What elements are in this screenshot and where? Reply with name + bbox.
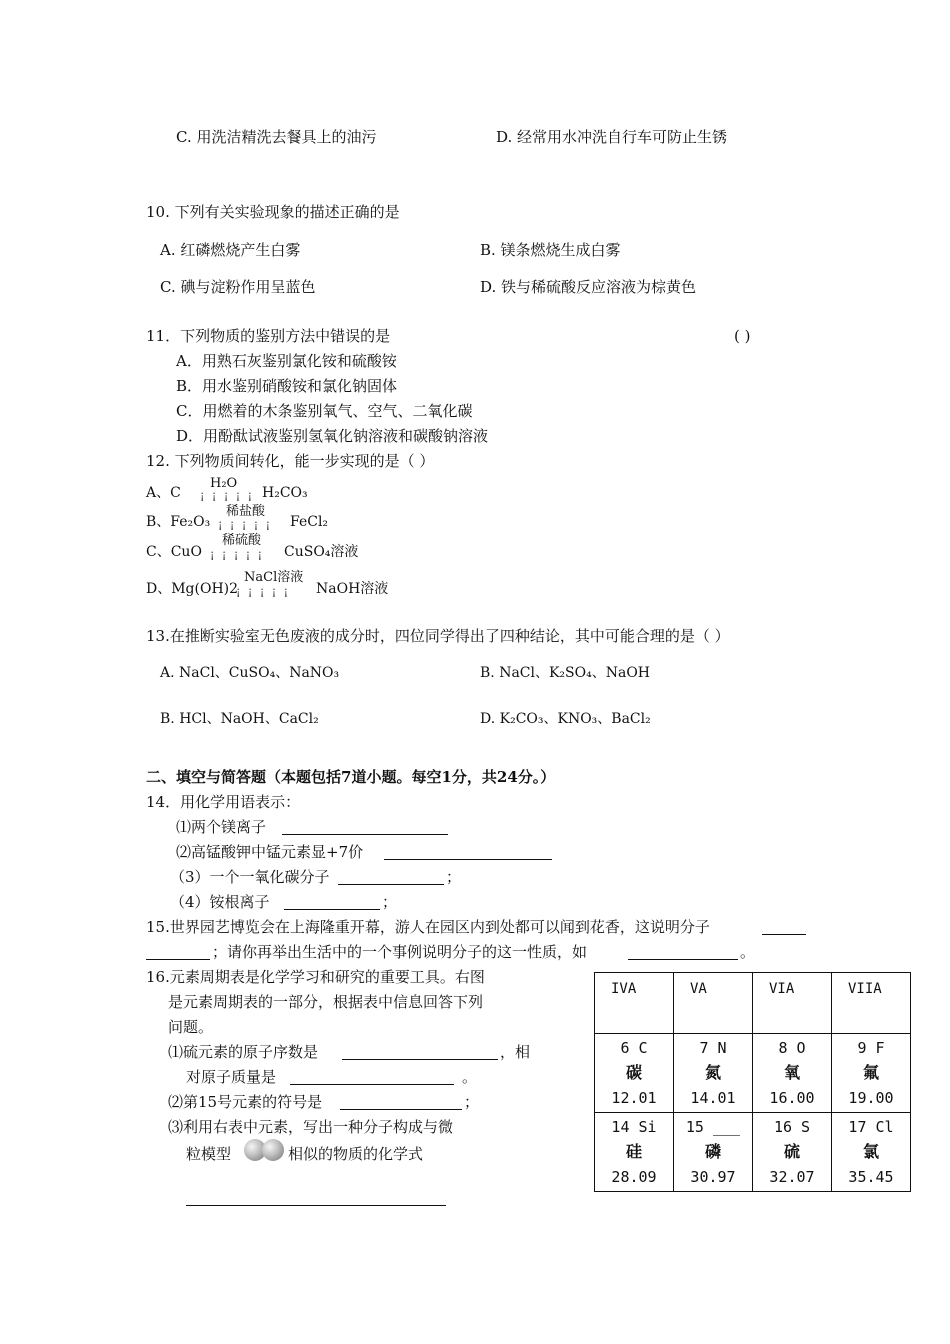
element-name: 碳	[625, 1063, 642, 1082]
q16-line-1: 16.元素周期表是化学学习和研究的重要工具。右图	[146, 968, 485, 986]
element-cell-silicon	[595, 1113, 674, 1192]
q12-option-c-prefix: C、CuO	[146, 544, 202, 560]
q16-line-2: 是元素周期表的一部分，根据表中信息回答下列	[168, 993, 484, 1011]
q10-option-b: B. 镁条燃烧生成白雾	[480, 241, 621, 259]
element-number-symbol: 14 Si	[611, 1118, 657, 1136]
q11-stem: 11．下列物质的鉴别方法中错误的是	[146, 327, 391, 345]
q16-part-3b-pre: 粒模型	[186, 1145, 232, 1163]
element-number-symbol: 7 N	[699, 1039, 727, 1057]
q14-blank-4[interactable]	[284, 909, 380, 910]
q13-option-c: B. HCl、NaOH、CaCl₂	[160, 711, 319, 727]
element-cell-oxygen	[753, 1034, 832, 1113]
q16-part-1b: 对原子质量是	[186, 1068, 277, 1086]
group-header-iva: IVA	[595, 973, 674, 1034]
q13-stem: 13.在推断实验室无色废液的成分时，四位同学得出了四种结论，其中可能合理的是（ ）	[146, 627, 730, 645]
group-header-via: VIA	[753, 973, 832, 1034]
element-mass: 32.07	[769, 1168, 815, 1186]
q15-blank-1a[interactable]	[762, 934, 806, 935]
q11-option-d: D．用酚酞试液鉴别氢氧化钠溶液和碳酸钠溶液	[176, 427, 489, 445]
q9-option-d: D. 经常用水冲洗自行车可防止生锈	[496, 128, 728, 146]
section-2-title: 二、填空与简答题（本题包括7道小题。每空1分，共24分。）	[146, 768, 556, 786]
q12-option-a-prefix: A、C	[146, 485, 181, 501]
q14-part-3-end: ；	[446, 868, 462, 886]
element-mass: 16.00	[769, 1089, 815, 1107]
q16-blank-1a[interactable]	[342, 1059, 498, 1060]
periodic-table	[594, 972, 911, 1192]
element-name: 硫	[783, 1142, 800, 1161]
element-mass: 28.09	[611, 1168, 657, 1186]
q12-option-d-product: NaOH溶液	[316, 581, 389, 597]
q12-option-a-reagent: H₂O	[210, 476, 238, 491]
q9-option-c: C. 用洗洁精洗去餐具上的油污	[176, 128, 377, 146]
q14-part-4: （4）铵根离子	[170, 893, 270, 911]
q15-line-2-end: 。	[740, 943, 756, 961]
q12-option-b-prefix: B、Fe₂O₃	[146, 514, 211, 530]
q12-option-b-arrow: ¡ ¡ ¡ ¡ ¡	[218, 518, 273, 531]
q15-blank-2[interactable]	[628, 959, 738, 960]
q12-option-b-product: FeCl₂	[290, 514, 329, 530]
q14-blank-3[interactable]	[338, 884, 444, 885]
q15-line-2: ；请你再举出生活中的一个事例说明分子的这一性质，如	[212, 943, 588, 961]
q16-part-3b-post: 相似的物质的化学式	[288, 1145, 424, 1163]
q11-answer-paren: ( )	[734, 327, 751, 345]
q12-option-c-reagent: 稀硫酸	[222, 533, 262, 548]
element-cell-phosphorus	[674, 1113, 753, 1192]
element-number-symbol: 8 O	[778, 1039, 806, 1057]
element-name: 硅	[625, 1142, 642, 1161]
element-mass: 14.01	[690, 1089, 736, 1107]
q10-option-a: A. 红磷燃烧产生白雾	[160, 241, 301, 259]
q12-option-b-reagent: 稀盐酸	[226, 504, 266, 519]
q12-option-d-prefix: D、Mg(OH)2	[146, 581, 239, 597]
q14-blank-1[interactable]	[282, 834, 448, 835]
q16-part-1a: ⑴硫元素的原子序数是	[168, 1043, 319, 1061]
q14-stem: 14．用化学用语表示：	[146, 793, 301, 811]
q16-blank-1b[interactable]	[290, 1084, 454, 1085]
group-header-viia: VIIA	[832, 973, 911, 1034]
element-cell-nitrogen	[674, 1034, 753, 1113]
q14-blank-2[interactable]	[384, 859, 552, 860]
q14-part-3: （3）一个一氧化碳分子	[170, 868, 330, 886]
element-mass: 35.45	[848, 1168, 894, 1186]
element-name: 氧	[783, 1063, 800, 1082]
q12-option-a-arrow: ¡ ¡ ¡ ¡ ¡	[200, 489, 255, 502]
q12-option-c-arrow: ¡ ¡ ¡ ¡ ¡	[210, 548, 265, 561]
q16-blank-3[interactable]	[186, 1205, 446, 1206]
element-name: 氮	[704, 1063, 721, 1082]
element-mass: 30.97	[690, 1168, 736, 1186]
element-name: 氯	[862, 1142, 879, 1161]
element-mass: 19.00	[848, 1089, 894, 1107]
q11-option-b: B．用水鉴别硝酸铵和氯化钠固体	[176, 377, 398, 395]
q16-part-1b-end: 。	[462, 1068, 478, 1086]
q15-blank-1b[interactable]	[146, 959, 210, 960]
q10-stem: 10. 下列有关实验现象的描述正确的是	[146, 203, 400, 221]
element-cell-sulfur	[753, 1113, 832, 1192]
q14-part-4-end: ；	[382, 893, 398, 911]
q13-option-d: D. K₂CO₃、KNO₃、BaCl₂	[480, 711, 651, 727]
element-name: 氟	[862, 1063, 879, 1082]
periodic-table-period-2	[595, 1034, 911, 1113]
element-mass: 12.01	[611, 1089, 657, 1107]
element-number-symbol: 6 C	[620, 1039, 648, 1057]
q16-blank-2[interactable]	[340, 1109, 462, 1110]
element-number-symbol: 17 Cl	[848, 1118, 894, 1136]
q14-part-1: ⑴两个镁离子	[176, 818, 267, 836]
q13-option-a: A. NaCl、CuSO₄、NaNO₃	[160, 665, 340, 681]
element-cell-carbon	[595, 1034, 674, 1113]
q12-option-c-product: CuSO₄溶液	[284, 544, 359, 560]
group-header-va: VA	[674, 973, 753, 1034]
q16-part-2-end: ；	[464, 1093, 480, 1111]
q12-option-a-product: H₂CO₃	[262, 485, 308, 501]
element-cell-fluorine	[832, 1034, 911, 1113]
q10-option-d: D. 铁与稀硫酸反应溶液为棕黄色	[480, 278, 697, 296]
q11-option-c: C．用燃着的木条鉴别氧气、空气、二氧化碳	[176, 402, 473, 420]
element-number-symbol: 16 S	[773, 1118, 811, 1136]
q16-part-3a: ⑶利用右表中元素，写出一种分子构成与微	[168, 1118, 454, 1136]
q16-part-1a-end: ，相	[500, 1043, 531, 1061]
q16-line-3: 问题。	[168, 1018, 214, 1036]
q12-stem: 12. 下列物质间转化，能一步实现的是（ ）	[146, 452, 435, 470]
periodic-table-period-3	[595, 1113, 911, 1192]
q16-part-2: ⑵第15号元素的符号是	[168, 1093, 323, 1111]
element-number-symbol: 9 F	[857, 1039, 885, 1057]
q12-option-d-reagent: NaCl溶液	[244, 570, 304, 585]
element-cell-chlorine	[832, 1113, 911, 1192]
q13-option-b: B. NaCl、K₂SO₄、NaOH	[480, 665, 651, 681]
q10-option-c: C. 碘与淀粉作用呈蓝色	[160, 278, 316, 296]
q11-option-a: A．用熟石灰鉴别氯化铵和硫酸铵	[176, 352, 397, 370]
periodic-table-header-row	[595, 973, 911, 1034]
q14-part-2: ⑵高锰酸钾中锰元素显+7价	[176, 843, 364, 861]
q15-line-1: 15.世界园艺博览会在上海隆重开幕，游人在园区内到处都可以闻到花香，这说明分子	[146, 918, 710, 936]
element-number-symbol: 15 ___	[685, 1118, 741, 1136]
element-name: 磷	[704, 1142, 721, 1161]
q12-option-d-arrow: ¡ ¡ ¡ ¡ ¡	[236, 585, 291, 598]
